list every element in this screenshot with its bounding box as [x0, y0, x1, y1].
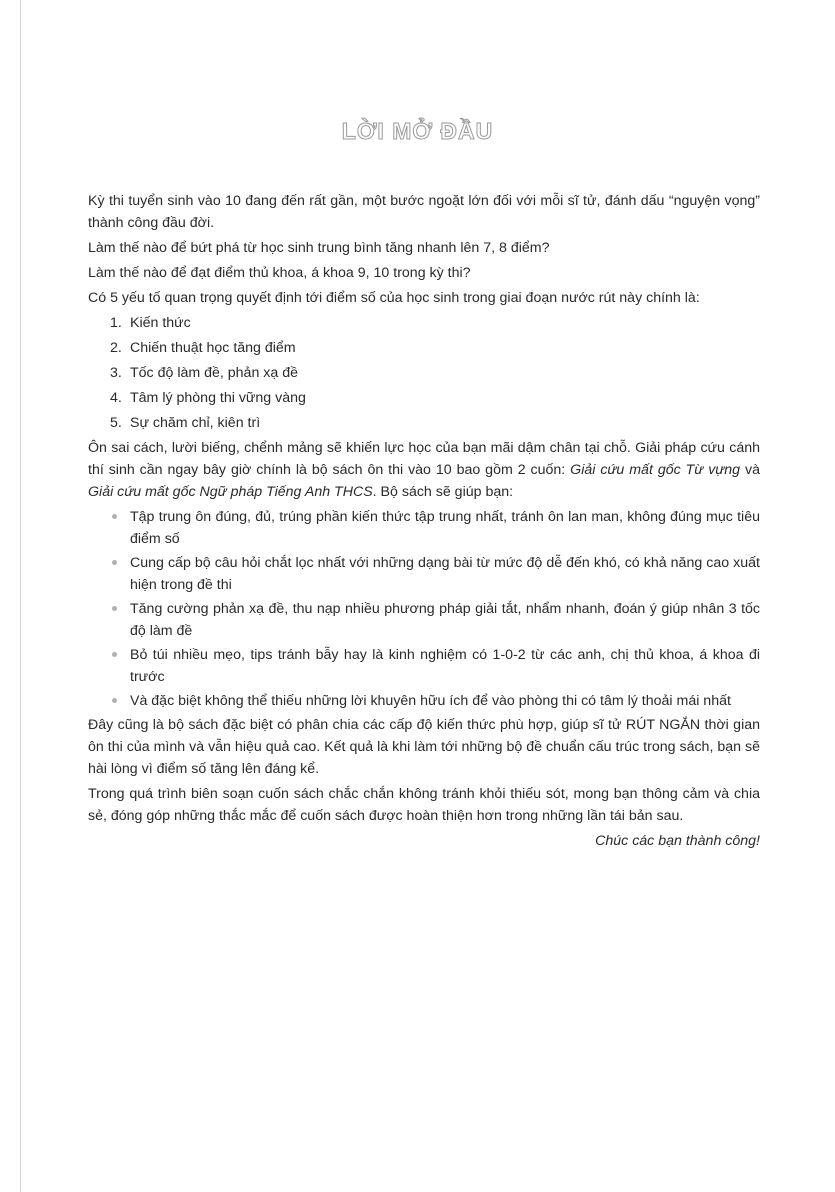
list-item: Cung cấp bộ câu hỏi chắt lọc nhất với những dạng bài từ mức độ dễ đến khó, có khả năng cao xuất hiện trong đề thi: [88, 552, 760, 596]
page-binding-line: [20, 0, 21, 1192]
bullet-icon: [112, 652, 117, 657]
bullet-icon: [112, 698, 117, 703]
benefits-list: [88, 506, 760, 712]
intro-paragraph: Kỳ thi tuyển sinh vào 10 đang đến rất gần, một bước ngoặt lớn đối với mỗi sĩ tử, đánh dấu “nguyện vọng” thành công đầu đời.: [88, 193, 760, 231]
page-title: LỜI MỞ ĐẦU: [341, 118, 494, 144]
bullet-icon: [112, 606, 117, 611]
question-2: Làm thế nào để đạt điểm thủ khoa, á khoa 9, 10 trong kỳ thi?: [88, 265, 471, 281]
list-item: 1. Kiến thức: [110, 315, 191, 331]
solution-paragraph: Ôn sai cách, lười biếng, chểnh mảng sẽ khiến lực học của bạn mãi dậm chân tại chỗ. Giải pháp cứu cánh thí sinh cần ngay bây giờ chính là bộ sách ôn thi vào 10 bao gồm 2 cuốn: Giải cứu mất gốc Từ vựng và Giải cứu mất gốc Ngữ pháp Tiếng Anh THCS. Bộ sách sẽ giúp bạn:: [88, 440, 760, 500]
list-item: Và đặc biệt không thể thiếu những lời khuyên hữu ích để vào phòng thi có tâm lý thoải mái nhất: [88, 690, 760, 712]
bullet-icon: [112, 514, 117, 519]
closing-paragraph: Trong quá trình biên soạn cuốn sách chắc chắn không tránh khỏi thiếu sót, mong bạn thông cảm và chia sẻ, đóng góp những thắc mắc để cuốn sách được hoàn thiện hơn trong những lần tái bản sau.: [88, 786, 760, 824]
list-item: Bỏ túi nhiều mẹo, tips tránh bẫy hay là kinh nghiệm có 1-0-2 từ các anh, chị thủ khoa, á khoa đi trước: [88, 644, 760, 688]
list-item: 3. Tốc độ làm đề, phản xạ đề: [110, 365, 298, 381]
factors-intro: Có 5 yếu tố quan trọng quyết định tới điểm số của học sinh trong giai đoạn nước rút này chính là:: [88, 290, 700, 306]
list-item: 4. Tâm lý phòng thi vững vàng: [110, 390, 306, 406]
list-item: 2. Chiến thuật học tăng điểm: [110, 340, 296, 356]
question-1: Làm thế nào để bứt phá từ học sinh trung bình tăng nhanh lên 7, 8 điểm?: [88, 240, 550, 256]
summary-paragraph: Đây cũng là bộ sách đặc biệt có phân chia các cấp độ kiến thức phù hợp, giúp sĩ tử RÚT NGẮN thời gian ôn thi của mình và vẫn hiệu quả cao. Kết quả là khi làm tới những bộ đề chuẩn cấu trúc trong sách, bạn sẽ hài lòng vì điểm số tăng lên đáng kể.: [88, 717, 760, 777]
sign-off: Chúc các bạn thành công!: [595, 833, 760, 849]
book-title-vocabulary: Giải cứu mất gốc Từ vựng: [570, 462, 741, 478]
book-title-grammar: Giải cứu mất gốc Ngữ pháp Tiếng Anh THCS: [88, 484, 373, 500]
bullet-icon: [112, 560, 117, 565]
factors-list: [88, 312, 760, 434]
list-item: Tăng cường phản xạ đề, thu nạp nhiều phương pháp giải tắt, nhẩm nhanh, đoán ý giúp nhân 3 tốc độ làm đề: [88, 598, 760, 642]
list-item: 5. Sự chăm chỉ, kiên trì: [110, 415, 261, 431]
preface-body: [88, 190, 760, 855]
list-item: Tập trung ôn đúng, đủ, trúng phần kiến thức tập trung nhất, tránh ôn lan man, không đúng mục tiêu điểm số: [88, 506, 760, 550]
